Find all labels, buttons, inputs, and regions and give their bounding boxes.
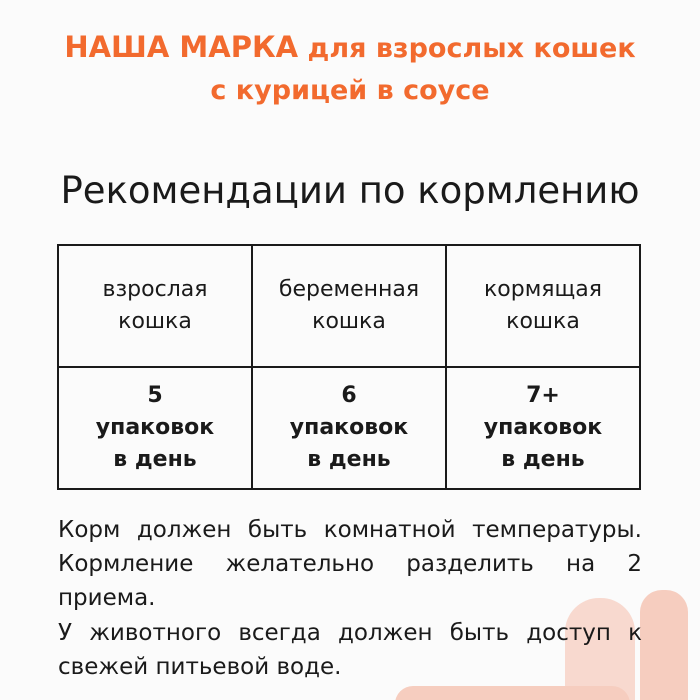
cell-text: кошка	[312, 309, 386, 334]
table-value-cell	[58, 367, 252, 489]
cell-text: упаковок	[483, 415, 603, 440]
note-line: свежей питьевой воде.	[58, 654, 342, 680]
feeding-table	[57, 244, 641, 490]
cell-text: кошка	[118, 309, 192, 334]
water-note	[58, 616, 642, 684]
table-value-cell	[252, 367, 446, 489]
note-line: Корм должен быть комнатной температуры.	[58, 517, 642, 543]
cell-text: в день	[501, 447, 585, 472]
feeding-note	[58, 513, 642, 615]
cell-text: упаковок	[289, 415, 409, 440]
cell-text: в день	[113, 447, 197, 472]
cell-text: кошка	[506, 309, 580, 334]
product-title	[0, 26, 700, 112]
cell-text: в день	[307, 447, 391, 472]
cell-value: 6	[341, 383, 357, 408]
table-row	[58, 245, 640, 367]
product-title-line2: с курицей в соусе	[210, 75, 490, 106]
cell-text: беременная	[278, 277, 420, 302]
table-header-cell	[58, 245, 252, 367]
decorative-shape	[395, 686, 630, 700]
cell-value: 7+	[526, 383, 560, 408]
note-line: Кормление желательно разделить на 2 приема.	[58, 551, 642, 611]
table-value-cell	[446, 367, 640, 489]
cell-text: взрослая	[102, 277, 208, 302]
cell-text: упаковок	[95, 415, 215, 440]
table-row	[58, 367, 640, 489]
decorative-shape	[640, 590, 688, 700]
product-title-line1: для взрослых кошек	[307, 33, 636, 64]
cell-text: кормящая	[484, 277, 602, 302]
feeding-heading: Рекомендации по кормлению	[60, 169, 640, 212]
table-header-cell	[446, 245, 640, 367]
brand-name: НАША МАРКА	[64, 30, 299, 64]
table-header-cell	[252, 245, 446, 367]
note-line: У животного всегда должен быть доступ к	[58, 620, 642, 646]
cell-value: 5	[147, 383, 163, 408]
